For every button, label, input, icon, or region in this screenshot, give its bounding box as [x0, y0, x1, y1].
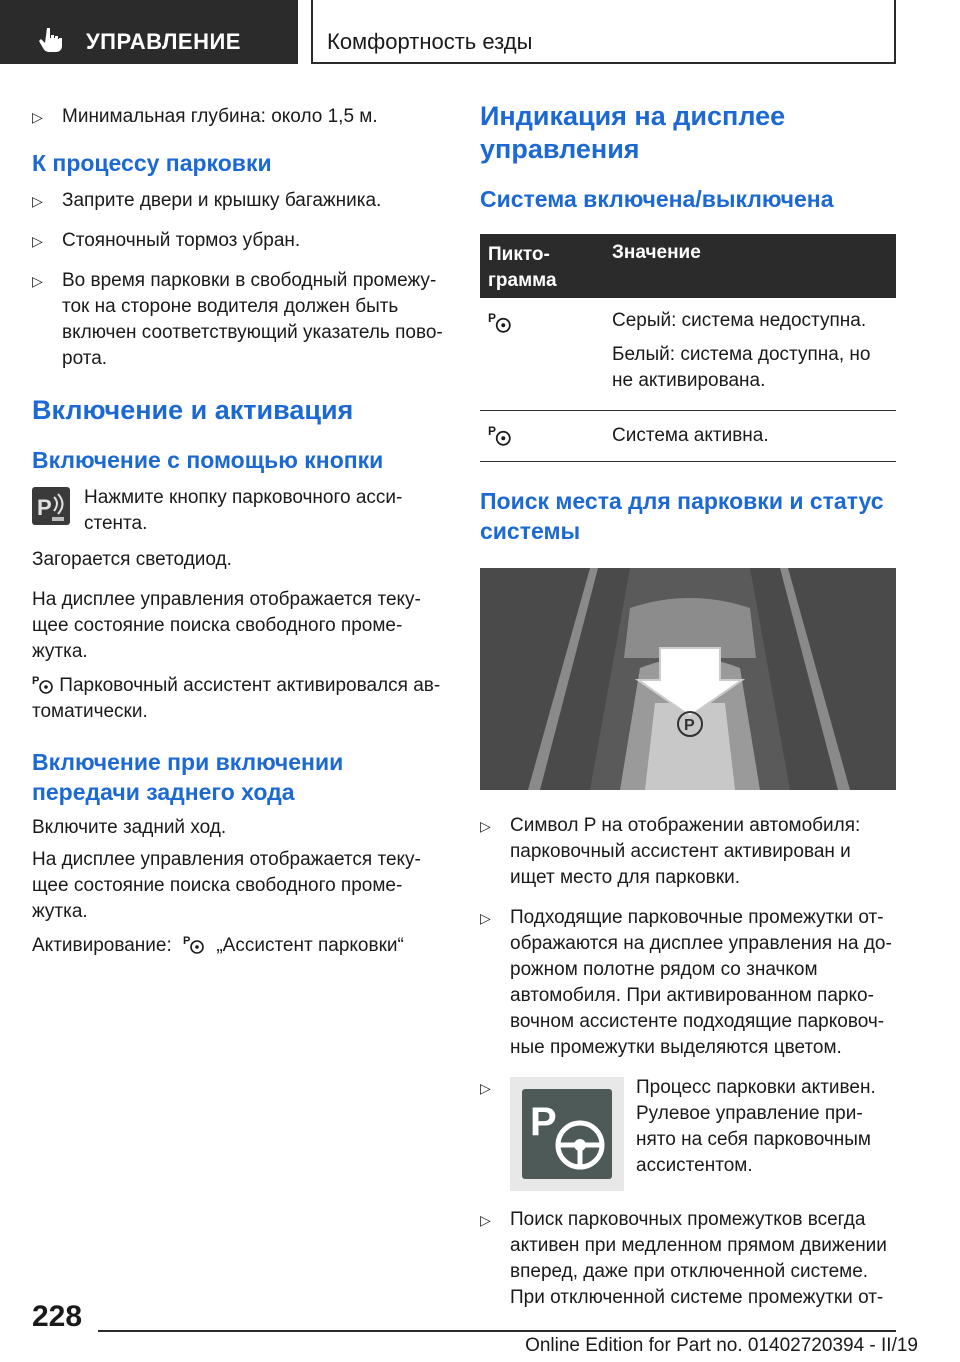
parking-display-image [480, 568, 896, 790]
heading-system: Система включена/выключена [480, 186, 834, 212]
triangle-bullet-icon: ▷ [480, 1080, 491, 1096]
triangle-bullet-icon: ▷ [480, 1212, 491, 1228]
park-steering-active-icon [488, 423, 512, 447]
svg-text:P: P [37, 495, 52, 520]
activation-line: Активирование: P „Ассистент парковки“ [32, 935, 404, 956]
svg-text:P: P [32, 675, 40, 687]
pictogram-table [480, 234, 896, 462]
display-text-1: На дисплее управления отображается текущее состояние поиска свободного промежутка. [32, 589, 421, 662]
heading-process: К процессу парковки [32, 150, 272, 176]
section-label: УПРАВЛЕНИЕ [86, 29, 241, 54]
hand-pointer-icon [38, 26, 64, 52]
reverse-text: Включите задний ход. [32, 817, 227, 838]
heading-reverse: Включение при включении передачи заднего хода [32, 749, 344, 805]
list-item: ▷ Заприте двери и крышку багажника. [32, 188, 450, 214]
park-steering-icon [183, 933, 205, 955]
list-item: ▷ P Процесс парковки активен. Рулевое управление принято на себя парковочным ассистентом. [480, 1075, 896, 1193]
svg-text:P: P [530, 1100, 557, 1144]
triangle-bullet-icon: ▷ [32, 109, 43, 125]
meaning-grey: Серый: система недоступна. [612, 310, 867, 331]
section-tab [0, 0, 298, 64]
right-column [480, 100, 896, 1325]
page-title-box [311, 0, 896, 64]
svg-text:P: P [183, 935, 191, 947]
list-item: ▷ Стояночный тормоз убран. [32, 228, 450, 254]
table-header [480, 234, 896, 298]
triangle-bullet-icon: ▷ [32, 233, 43, 249]
svg-text:P: P [488, 311, 497, 325]
parking-active-icon [510, 1077, 624, 1191]
park-assist-button-icon [32, 487, 70, 525]
column-header-pictogram: Пиктограмма [488, 244, 557, 291]
footer-rule [98, 1330, 896, 1332]
park-steering-icon [488, 310, 512, 334]
list-item: ▷ Минимальная глубина: около 1,5 м. [32, 104, 450, 130]
meaning-active: Система активна. [612, 425, 769, 446]
display-text-2: На дисплее управления отображается текущее состояние поиска свободного промежутка. [32, 849, 421, 922]
auto-activated-text: P Парковочный ассистент активировался автоматически. [32, 675, 441, 722]
list-item: ▷ Поиск парковочных промежутков всегда активен при медленном прямом движении вперед, даже при отключенной системе. При отключенной системе промежутки от- [480, 1209, 887, 1308]
column-header-meaning: Значение [612, 242, 701, 263]
button-instruction: P Нажмите кнопку парковочного ассистента. [32, 485, 450, 537]
meaning-white: Белый: система доступна, но не активирована. [612, 344, 871, 391]
page-title: Комфортность езды [327, 29, 533, 54]
heading-search: Поиск места для парковки и статус системы [480, 488, 884, 544]
led-text: Загорается светодиод. [32, 549, 232, 570]
triangle-bullet-icon: ▷ [32, 193, 43, 209]
triangle-bullet-icon: ▷ [480, 818, 491, 834]
park-steering-icon [32, 673, 54, 695]
heading-enable: Включение и активация [32, 395, 354, 425]
heading-display: Индикация на дисплее управления [480, 101, 786, 164]
heading-button: Включение с помощью кнопки [32, 447, 384, 473]
table-row [480, 411, 896, 462]
table-row [480, 298, 896, 411]
left-column [32, 100, 450, 959]
list-item: ▷ Подходящие парковочные промежутки отображаются на дисплее управления на дорожном полотне рядом со значком автомобиля. При активированном парковочном ассистенте подходящие парковочные промежутки выделяются цветом. [480, 907, 892, 1058]
svg-text:P: P [488, 424, 497, 438]
list-item: ▷ Во время парковки в свободный промежуток на стороне водителя должен быть включен соответствующий указатель поворота. [32, 270, 443, 369]
list-item: ▷ Символ P на отображении автомобиля: парковочный ассистент активирован и ищет место для парковки. [480, 815, 861, 888]
page-number: 228 [32, 1300, 83, 1333]
edition-text: Online Edition for Part no. 01402720394 - II/19 [525, 1335, 918, 1356]
svg-text:P: P [684, 717, 695, 734]
triangle-bullet-icon: ▷ [32, 273, 43, 289]
triangle-bullet-icon: ▷ [480, 910, 491, 926]
